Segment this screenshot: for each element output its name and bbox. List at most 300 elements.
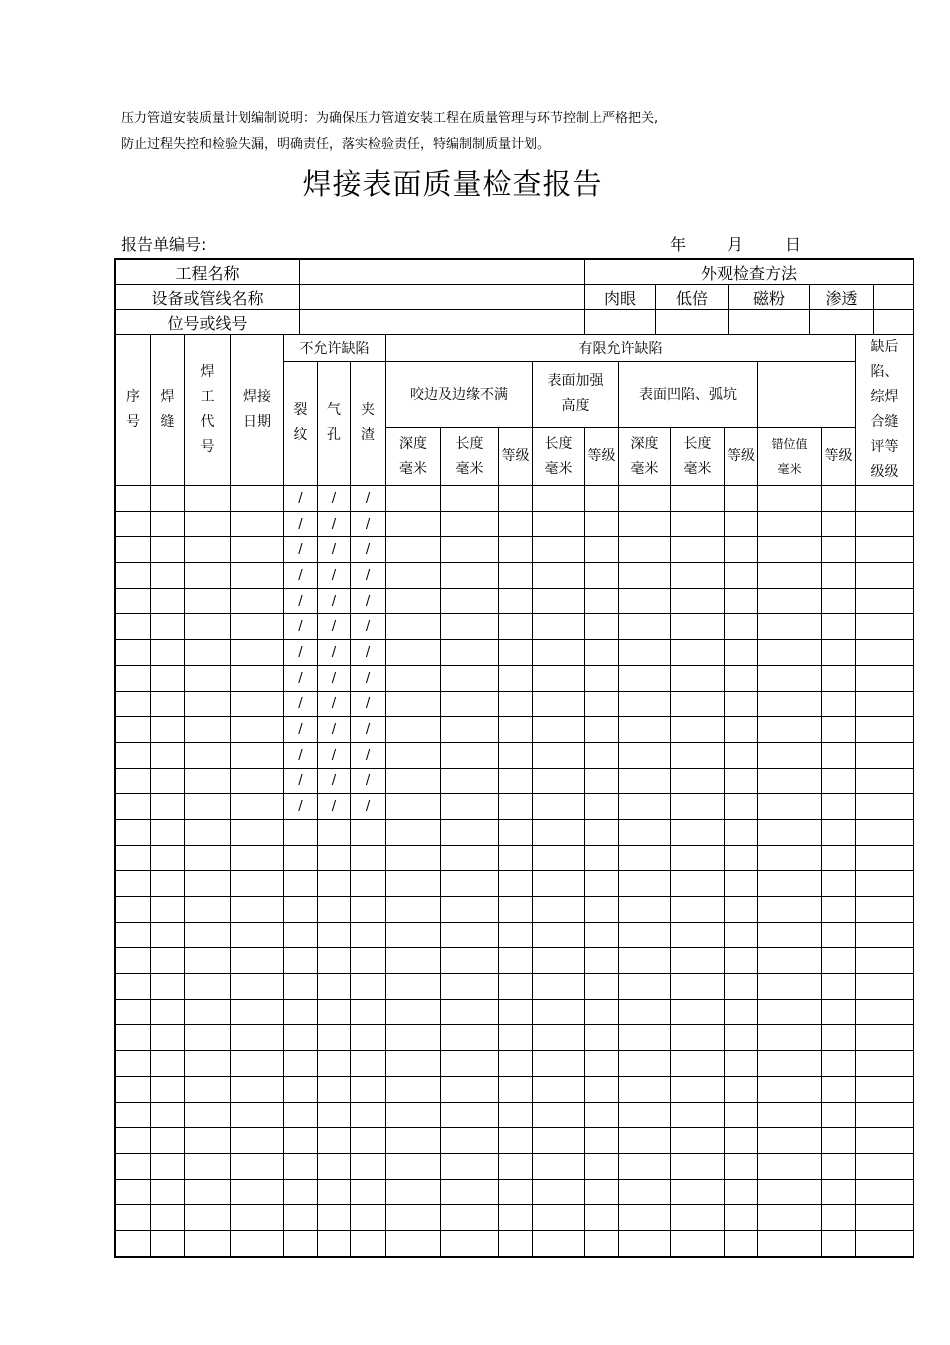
table-cell[interactable]: [856, 691, 914, 717]
table-cell[interactable]: [284, 1153, 318, 1179]
table-cell[interactable]: [533, 511, 585, 537]
table-cell[interactable]: [619, 1128, 671, 1154]
table-cell[interactable]: [284, 1076, 318, 1102]
table-cell[interactable]: [185, 511, 231, 537]
table-cell[interactable]: [585, 768, 619, 794]
table-cell[interactable]: [386, 1230, 441, 1256]
table-cell[interactable]: [351, 1128, 386, 1154]
table-cell[interactable]: [284, 999, 318, 1025]
table-cell[interactable]: [856, 486, 914, 512]
table-cell[interactable]: [758, 640, 822, 666]
slash-cell[interactable]: /: [318, 665, 351, 691]
slash-cell[interactable]: /: [284, 665, 318, 691]
table-cell[interactable]: [318, 1076, 351, 1102]
table-cell[interactable]: [284, 948, 318, 974]
slash-cell[interactable]: /: [318, 742, 351, 768]
table-cell[interactable]: [499, 742, 533, 768]
slash-cell[interactable]: /: [351, 511, 386, 537]
table-cell[interactable]: [533, 794, 585, 820]
table-cell[interactable]: [499, 1153, 533, 1179]
slash-cell[interactable]: /: [318, 563, 351, 589]
table-cell[interactable]: [151, 794, 185, 820]
table-cell[interactable]: [284, 1025, 318, 1051]
table-cell[interactable]: [585, 537, 619, 563]
table-cell[interactable]: [585, 999, 619, 1025]
table-cell[interactable]: [441, 1179, 499, 1205]
table-cell[interactable]: [441, 974, 499, 1000]
table-cell[interactable]: [533, 768, 585, 794]
table-cell[interactable]: [619, 1051, 671, 1077]
method-check-visual[interactable]: [585, 310, 656, 335]
table-cell[interactable]: [856, 897, 914, 923]
table-cell[interactable]: [231, 614, 284, 640]
table-cell[interactable]: [386, 1128, 441, 1154]
table-cell[interactable]: [758, 1179, 822, 1205]
table-cell[interactable]: [671, 768, 725, 794]
table-cell[interactable]: [619, 614, 671, 640]
table-cell[interactable]: [725, 665, 758, 691]
table-cell[interactable]: [499, 948, 533, 974]
table-cell[interactable]: [231, 563, 284, 589]
table-cell[interactable]: [725, 1051, 758, 1077]
table-cell[interactable]: [758, 768, 822, 794]
table-cell[interactable]: [116, 486, 151, 512]
table-cell[interactable]: [671, 819, 725, 845]
table-cell[interactable]: [671, 922, 725, 948]
table-cell[interactable]: [671, 1051, 725, 1077]
table-cell[interactable]: [351, 1025, 386, 1051]
table-cell[interactable]: [151, 1025, 185, 1051]
table-cell[interactable]: [499, 665, 533, 691]
table-cell[interactable]: [533, 1102, 585, 1128]
table-cell[interactable]: [386, 537, 441, 563]
table-cell[interactable]: [725, 486, 758, 512]
table-cell[interactable]: [725, 742, 758, 768]
table-cell[interactable]: [822, 486, 856, 512]
table-cell[interactable]: [725, 614, 758, 640]
slash-cell[interactable]: /: [351, 614, 386, 640]
table-cell[interactable]: [822, 974, 856, 1000]
table-cell[interactable]: [284, 845, 318, 871]
table-cell[interactable]: [386, 1179, 441, 1205]
table-cell[interactable]: [185, 1128, 231, 1154]
table-cell[interactable]: [671, 999, 725, 1025]
table-cell[interactable]: [619, 819, 671, 845]
table-cell[interactable]: [116, 768, 151, 794]
table-cell[interactable]: [185, 948, 231, 974]
table-cell[interactable]: [822, 1205, 856, 1231]
table-cell[interactable]: [284, 819, 318, 845]
table-cell[interactable]: [231, 974, 284, 1000]
table-cell[interactable]: [284, 1102, 318, 1128]
table-cell[interactable]: [499, 794, 533, 820]
table-cell[interactable]: [856, 819, 914, 845]
table-cell[interactable]: [386, 871, 441, 897]
table-cell[interactable]: [116, 897, 151, 923]
table-cell[interactable]: [725, 1102, 758, 1128]
table-cell[interactable]: [151, 1230, 185, 1256]
table-cell[interactable]: [351, 1051, 386, 1077]
table-cell[interactable]: [151, 691, 185, 717]
table-cell[interactable]: [619, 1153, 671, 1179]
table-cell[interactable]: [585, 1128, 619, 1154]
table-cell[interactable]: [671, 537, 725, 563]
table-cell[interactable]: [533, 537, 585, 563]
slash-cell[interactable]: /: [351, 640, 386, 666]
table-cell[interactable]: [386, 1153, 441, 1179]
table-cell[interactable]: [856, 794, 914, 820]
table-cell[interactable]: [822, 588, 856, 614]
table-cell[interactable]: [185, 691, 231, 717]
table-cell[interactable]: [619, 999, 671, 1025]
table-cell[interactable]: [351, 999, 386, 1025]
table-cell[interactable]: [671, 897, 725, 923]
slash-cell[interactable]: /: [318, 614, 351, 640]
table-cell[interactable]: [284, 1230, 318, 1256]
table-cell[interactable]: [585, 1076, 619, 1102]
table-cell[interactable]: [671, 665, 725, 691]
table-cell[interactable]: [185, 1076, 231, 1102]
table-cell[interactable]: [585, 1102, 619, 1128]
table-cell[interactable]: [318, 1230, 351, 1256]
table-cell[interactable]: [185, 1179, 231, 1205]
table-cell[interactable]: [231, 1205, 284, 1231]
table-cell[interactable]: [856, 871, 914, 897]
table-cell[interactable]: [231, 1179, 284, 1205]
slash-cell[interactable]: /: [318, 511, 351, 537]
table-cell[interactable]: [231, 922, 284, 948]
table-cell[interactable]: [116, 845, 151, 871]
table-cell[interactable]: [116, 819, 151, 845]
table-cell[interactable]: [151, 999, 185, 1025]
table-cell[interactable]: [231, 717, 284, 743]
table-cell[interactable]: [585, 948, 619, 974]
table-cell[interactable]: [386, 845, 441, 871]
table-cell[interactable]: [318, 1153, 351, 1179]
table-cell[interactable]: [499, 1051, 533, 1077]
method-blank[interactable]: [874, 285, 914, 310]
table-cell[interactable]: [351, 897, 386, 923]
table-cell[interactable]: [856, 845, 914, 871]
method-check-low-mag[interactable]: [656, 310, 729, 335]
table-cell[interactable]: [822, 511, 856, 537]
table-cell[interactable]: [351, 1102, 386, 1128]
table-cell[interactable]: [351, 948, 386, 974]
table-cell[interactable]: [856, 1025, 914, 1051]
table-cell[interactable]: [318, 999, 351, 1025]
table-cell[interactable]: [758, 691, 822, 717]
table-cell[interactable]: [499, 717, 533, 743]
table-cell[interactable]: [619, 588, 671, 614]
table-cell[interactable]: [284, 974, 318, 1000]
table-cell[interactable]: [116, 1153, 151, 1179]
table-cell[interactable]: [499, 1205, 533, 1231]
table-cell[interactable]: [725, 1230, 758, 1256]
table-cell[interactable]: [151, 717, 185, 743]
table-cell[interactable]: [151, 1179, 185, 1205]
table-cell[interactable]: [533, 665, 585, 691]
table-cell[interactable]: [671, 974, 725, 1000]
table-cell[interactable]: [441, 486, 499, 512]
table-cell[interactable]: [758, 486, 822, 512]
slash-cell[interactable]: /: [351, 563, 386, 589]
table-cell[interactable]: [185, 1230, 231, 1256]
table-cell[interactable]: [585, 486, 619, 512]
table-cell[interactable]: [725, 974, 758, 1000]
table-cell[interactable]: [386, 640, 441, 666]
table-cell[interactable]: [619, 563, 671, 589]
table-cell[interactable]: [116, 1128, 151, 1154]
table-cell[interactable]: [725, 563, 758, 589]
table-cell[interactable]: [231, 640, 284, 666]
table-cell[interactable]: [671, 511, 725, 537]
slash-cell[interactable]: /: [351, 588, 386, 614]
table-cell[interactable]: [856, 768, 914, 794]
table-cell[interactable]: [284, 1179, 318, 1205]
table-cell[interactable]: [758, 871, 822, 897]
table-cell[interactable]: [856, 563, 914, 589]
slash-cell[interactable]: /: [284, 563, 318, 589]
table-cell[interactable]: [822, 717, 856, 743]
table-cell[interactable]: [185, 819, 231, 845]
table-cell[interactable]: [822, 819, 856, 845]
table-cell[interactable]: [856, 717, 914, 743]
table-cell[interactable]: [231, 742, 284, 768]
table-cell[interactable]: [231, 1076, 284, 1102]
table-cell[interactable]: [725, 691, 758, 717]
table-cell[interactable]: [758, 563, 822, 589]
table-cell[interactable]: [499, 871, 533, 897]
slash-cell[interactable]: /: [351, 537, 386, 563]
table-cell[interactable]: [822, 1102, 856, 1128]
table-cell[interactable]: [116, 537, 151, 563]
slash-cell[interactable]: /: [318, 640, 351, 666]
table-cell[interactable]: [856, 511, 914, 537]
table-cell[interactable]: [671, 691, 725, 717]
table-cell[interactable]: [116, 1076, 151, 1102]
table-cell[interactable]: [499, 588, 533, 614]
table-cell[interactable]: [725, 1076, 758, 1102]
slash-cell[interactable]: /: [351, 794, 386, 820]
table-cell[interactable]: [231, 588, 284, 614]
table-cell[interactable]: [151, 845, 185, 871]
table-cell[interactable]: [585, 717, 619, 743]
table-cell[interactable]: [441, 999, 499, 1025]
table-cell[interactable]: [499, 511, 533, 537]
table-cell[interactable]: [758, 1205, 822, 1231]
table-cell[interactable]: [533, 742, 585, 768]
table-cell[interactable]: [116, 691, 151, 717]
table-cell[interactable]: [185, 897, 231, 923]
table-cell[interactable]: [619, 845, 671, 871]
table-cell[interactable]: [856, 1051, 914, 1077]
table-cell[interactable]: [151, 511, 185, 537]
table-cell[interactable]: [725, 1153, 758, 1179]
slash-cell[interactable]: /: [284, 794, 318, 820]
table-cell[interactable]: [231, 511, 284, 537]
table-cell[interactable]: [533, 819, 585, 845]
table-cell[interactable]: [231, 1153, 284, 1179]
table-cell[interactable]: [822, 1153, 856, 1179]
position-no-value[interactable]: [300, 310, 585, 335]
table-cell[interactable]: [533, 948, 585, 974]
table-cell[interactable]: [822, 1179, 856, 1205]
table-cell[interactable]: [822, 768, 856, 794]
table-cell[interactable]: [758, 999, 822, 1025]
table-cell[interactable]: [116, 1230, 151, 1256]
table-cell[interactable]: [151, 948, 185, 974]
table-cell[interactable]: [533, 640, 585, 666]
table-cell[interactable]: [758, 1153, 822, 1179]
table-cell[interactable]: [231, 1102, 284, 1128]
table-cell[interactable]: [351, 1153, 386, 1179]
table-cell[interactable]: [856, 665, 914, 691]
table-cell[interactable]: [185, 717, 231, 743]
table-cell[interactable]: [185, 742, 231, 768]
table-cell[interactable]: [619, 1076, 671, 1102]
table-cell[interactable]: [585, 1230, 619, 1256]
table-cell[interactable]: [151, 974, 185, 1000]
table-cell[interactable]: [116, 717, 151, 743]
table-cell[interactable]: [725, 717, 758, 743]
table-cell[interactable]: [185, 640, 231, 666]
table-cell[interactable]: [619, 974, 671, 1000]
table-cell[interactable]: [856, 537, 914, 563]
table-cell[interactable]: [725, 871, 758, 897]
table-cell[interactable]: [856, 1205, 914, 1231]
slash-cell[interactable]: /: [351, 742, 386, 768]
table-cell[interactable]: [585, 974, 619, 1000]
table-cell[interactable]: [585, 742, 619, 768]
table-cell[interactable]: [351, 845, 386, 871]
table-cell[interactable]: [351, 1230, 386, 1256]
table-cell[interactable]: [822, 1025, 856, 1051]
table-cell[interactable]: [386, 768, 441, 794]
table-cell[interactable]: [499, 1128, 533, 1154]
table-cell[interactable]: [185, 614, 231, 640]
table-cell[interactable]: [585, 922, 619, 948]
table-cell[interactable]: [185, 922, 231, 948]
table-cell[interactable]: [758, 537, 822, 563]
table-cell[interactable]: [441, 897, 499, 923]
table-cell[interactable]: [585, 1205, 619, 1231]
table-cell[interactable]: [671, 742, 725, 768]
table-cell[interactable]: [671, 1230, 725, 1256]
method-check-penetrant[interactable]: [810, 310, 874, 335]
table-cell[interactable]: [441, 819, 499, 845]
table-cell[interactable]: [671, 486, 725, 512]
table-cell[interactable]: [725, 1128, 758, 1154]
table-cell[interactable]: [441, 948, 499, 974]
table-cell[interactable]: [151, 486, 185, 512]
table-cell[interactable]: [822, 665, 856, 691]
table-cell[interactable]: [619, 1230, 671, 1256]
table-cell[interactable]: [533, 1076, 585, 1102]
table-cell[interactable]: [441, 922, 499, 948]
table-cell[interactable]: [441, 1025, 499, 1051]
table-cell[interactable]: [185, 794, 231, 820]
table-cell[interactable]: [533, 614, 585, 640]
slash-cell[interactable]: /: [284, 614, 318, 640]
table-cell[interactable]: [856, 588, 914, 614]
table-cell[interactable]: [758, 1051, 822, 1077]
table-cell[interactable]: [231, 1128, 284, 1154]
table-cell[interactable]: [499, 819, 533, 845]
table-cell[interactable]: [386, 588, 441, 614]
table-cell[interactable]: [499, 640, 533, 666]
table-cell[interactable]: [725, 819, 758, 845]
slash-cell[interactable]: /: [351, 717, 386, 743]
table-cell[interactable]: [185, 1205, 231, 1231]
table-cell[interactable]: [151, 1128, 185, 1154]
table-cell[interactable]: [499, 999, 533, 1025]
table-cell[interactable]: [585, 845, 619, 871]
table-cell[interactable]: [856, 1230, 914, 1256]
table-cell[interactable]: [822, 948, 856, 974]
table-cell[interactable]: [231, 794, 284, 820]
table-cell[interactable]: [386, 794, 441, 820]
table-cell[interactable]: [758, 794, 822, 820]
table-cell[interactable]: [318, 845, 351, 871]
table-cell[interactable]: [318, 1102, 351, 1128]
table-cell[interactable]: [441, 614, 499, 640]
table-cell[interactable]: [585, 511, 619, 537]
table-cell[interactable]: [116, 1051, 151, 1077]
project-name-value[interactable]: [300, 260, 585, 285]
table-cell[interactable]: [318, 897, 351, 923]
table-cell[interactable]: [441, 537, 499, 563]
table-cell[interactable]: [725, 768, 758, 794]
slash-cell[interactable]: /: [318, 588, 351, 614]
table-cell[interactable]: [758, 614, 822, 640]
table-cell[interactable]: [671, 948, 725, 974]
table-cell[interactable]: [619, 1025, 671, 1051]
table-cell[interactable]: [386, 486, 441, 512]
table-cell[interactable]: [386, 742, 441, 768]
table-cell[interactable]: [351, 871, 386, 897]
slash-cell[interactable]: /: [284, 691, 318, 717]
table-cell[interactable]: [231, 486, 284, 512]
table-cell[interactable]: [856, 614, 914, 640]
table-cell[interactable]: [185, 486, 231, 512]
table-cell[interactable]: [499, 563, 533, 589]
table-cell[interactable]: [151, 742, 185, 768]
table-cell[interactable]: [386, 1205, 441, 1231]
method-check-blank[interactable]: [874, 310, 914, 335]
table-cell[interactable]: [619, 742, 671, 768]
table-cell[interactable]: [386, 999, 441, 1025]
equipment-name-value[interactable]: [300, 285, 585, 310]
table-cell[interactable]: [185, 768, 231, 794]
slash-cell[interactable]: /: [284, 511, 318, 537]
table-cell[interactable]: [185, 1153, 231, 1179]
table-cell[interactable]: [441, 768, 499, 794]
table-cell[interactable]: [441, 1153, 499, 1179]
table-cell[interactable]: [533, 691, 585, 717]
table-cell[interactable]: [822, 1051, 856, 1077]
table-cell[interactable]: [151, 588, 185, 614]
table-cell[interactable]: [619, 794, 671, 820]
table-cell[interactable]: [856, 1179, 914, 1205]
table-cell[interactable]: [441, 640, 499, 666]
table-cell[interactable]: [185, 1051, 231, 1077]
table-cell[interactable]: [619, 871, 671, 897]
table-cell[interactable]: [822, 640, 856, 666]
table-cell[interactable]: [351, 819, 386, 845]
method-check-magnetic[interactable]: [729, 310, 810, 335]
slash-cell[interactable]: /: [351, 486, 386, 512]
table-cell[interactable]: [231, 665, 284, 691]
